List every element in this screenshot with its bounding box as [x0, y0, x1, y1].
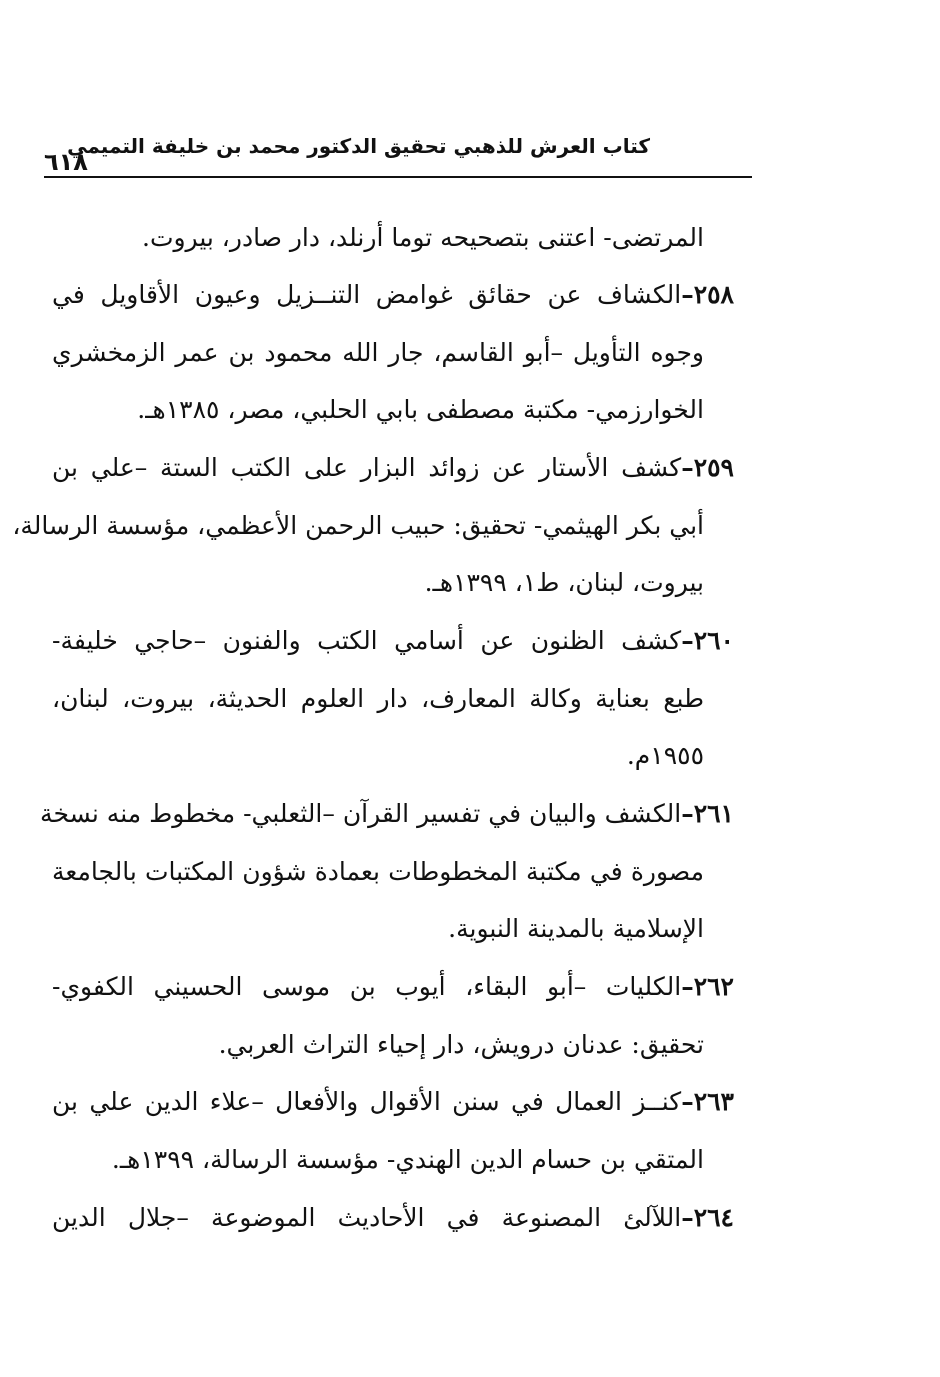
bibliography-entry-line [52, 967, 734, 1007]
entry-text: كنــز العمال في سنن الأقوال والأفعال –علاء الدين علي بن [52, 1087, 682, 1116]
continuation-line: طبع بعناية وكالة المعارف، دار العلوم الحديثة، بيروت، لبنان، [52, 684, 704, 713]
continuation-line: بيروت، لبنان، ط١، ١٣٩٩هـ. [424, 568, 704, 597]
header-rule [44, 176, 752, 178]
continuation-line: ١٩٥٥م. [626, 741, 704, 770]
entry-number: ٢٥٨– [681, 280, 734, 309]
continuation-line: أبي بكر الهيثمي- تحقيق: حبيب الرحمن الأعظمي، مؤسسة الرسالة، [12, 511, 704, 540]
entry-text: الكليات –أبو البقاء، أيوب بن موسى الحسيني الكفوي- [52, 972, 682, 1001]
bibliography-entry-line [52, 621, 734, 661]
entry-number: ٢٦٤– [681, 1203, 734, 1232]
bibliography-entry-line [52, 448, 734, 488]
continuation-line: مصورة في مكتبة المخطوطات بعمادة شؤون المكتبات بالجامعة [52, 857, 704, 886]
bibliography-entry-line [52, 1198, 734, 1238]
entry-text: كشف الأستار عن زوائد البزار على الكتب الستة –علي بن [52, 453, 682, 482]
entry-number: ٢٦٣– [681, 1087, 734, 1116]
page-number: ٦١٨ [44, 148, 88, 176]
continuation-line: الإسلامية بالمدينة النبوية. [448, 914, 704, 943]
entry-number: ٢٦١– [681, 799, 734, 828]
continuation-line: المرتضى- اعتنى بتصحيحه توما أرنلد، دار صادر، بيروت. [142, 223, 704, 252]
entry-number: ٢٦٢– [681, 972, 734, 1001]
entry-text: الكشف والبيان في تفسير القرآن –الثعلبي- مخطوط منه نسخة [40, 799, 682, 828]
entry-text: الكشاف عن حقائق غوامض التنــزيل وعيون الأقاويل في [52, 280, 682, 309]
entry-text: اللآلئ المصنوعة في الأحاديث الموضوعة –جلال الدين [52, 1203, 682, 1232]
continuation-line: وجوه التأويل –أبو القاسم، جار الله محمود بن عمر الزمخشري [52, 338, 704, 367]
continuation-line: المتقي بن حسام الدين الهندي- مؤسسة الرسالة، ١٣٩٩هـ. [111, 1145, 704, 1174]
bibliography-entry-line [40, 794, 734, 834]
entry-number: ٢٥٩– [681, 453, 734, 482]
entry-number: ٢٦٠– [681, 626, 734, 655]
entry-text: كشف الظنون عن أسامي الكتب والفنون –حاجي خليفة- [52, 626, 682, 655]
bibliography-entry-line [52, 1082, 734, 1122]
running-header-title: كتاب العرش للذهبي تحقيق الدكتور محمد بن خليفة التميمي [67, 134, 650, 158]
bibliography-entry-line [52, 275, 734, 315]
continuation-line: الخوارزمي- مكتبة مصطفى بابي الحلبي، مصر، ١٣٨٥هـ. [137, 395, 704, 424]
continuation-line: تحقيق: عدنان درويش، دار إحياء التراث العربي. [218, 1030, 704, 1059]
